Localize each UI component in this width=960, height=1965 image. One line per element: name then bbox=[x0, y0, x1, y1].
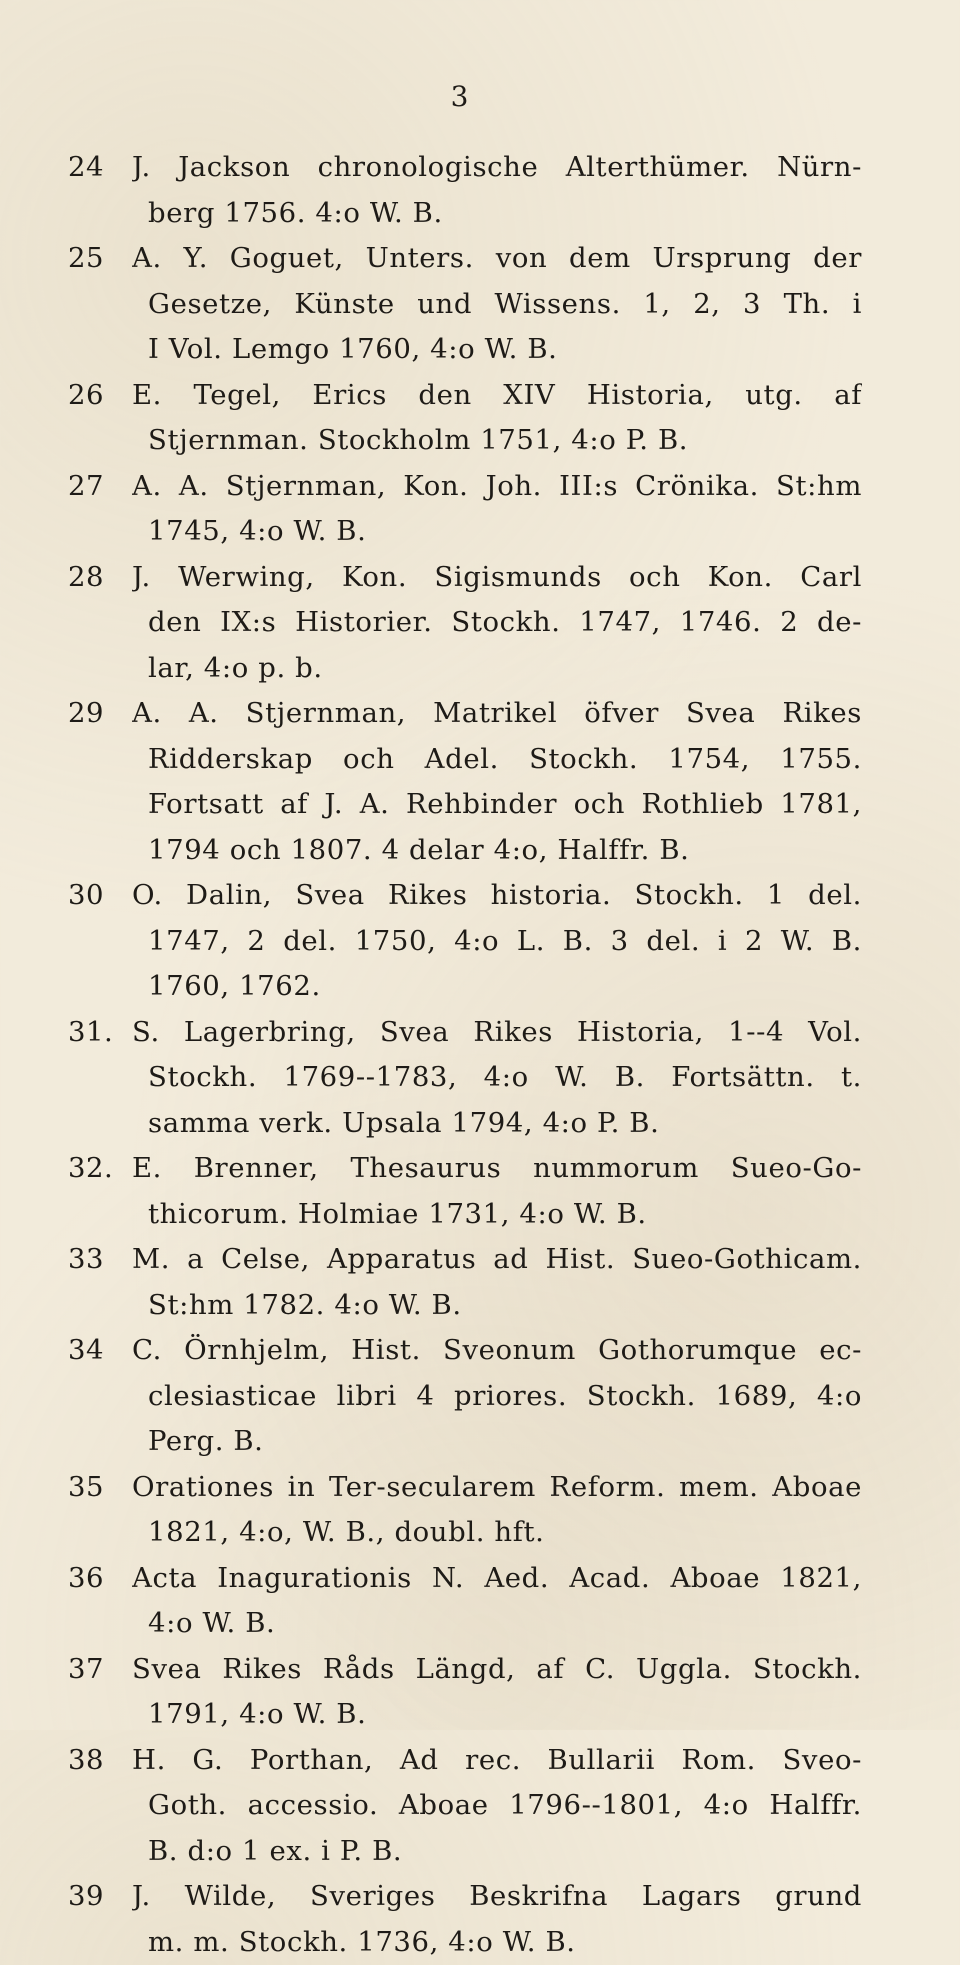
entry-text-line: E. Tegel, Erics den XIV Historia, utg. af bbox=[132, 373, 862, 419]
catalog-entry bbox=[0, 555, 960, 692]
entry-text-line: C. Örnhjelm, Hist. Sveonum Gothorumque ec- bbox=[132, 1328, 862, 1374]
catalog-entry bbox=[0, 373, 960, 464]
catalog-entry bbox=[0, 1738, 960, 1875]
entry-number: 24 bbox=[68, 145, 104, 191]
entry-text-line: berg 1756. 4:o W. B. bbox=[148, 191, 862, 237]
catalog-entry bbox=[0, 691, 960, 873]
entry-text-line: Svea Rikes Råds Längd, af C. Uggla. Stockh. bbox=[132, 1647, 862, 1693]
entry-text-line: 1745, 4:o W. B. bbox=[148, 509, 862, 555]
entry-text-line: 1760, 1762. bbox=[148, 964, 862, 1010]
catalog-list bbox=[0, 145, 960, 1965]
entry-text-line: H. G. Porthan, Ad rec. Bullarii Rom. Sveo- bbox=[132, 1738, 862, 1784]
catalog-entry bbox=[0, 1556, 960, 1647]
catalog-entry bbox=[0, 464, 960, 555]
catalog-entry bbox=[0, 145, 960, 236]
entry-text-line: J. Wilde, Sveriges Beskrifna Lagars grund bbox=[132, 1874, 862, 1920]
entry-number: 32. bbox=[68, 1146, 113, 1192]
entry-text-line: St:hm 1782. 4:o W. B. bbox=[148, 1283, 862, 1329]
catalog-entry bbox=[0, 236, 960, 373]
entry-number: 30 bbox=[68, 873, 104, 919]
entry-text-line: A. A. Stjernman, Kon. Joh. III:s Crönika. St:hm bbox=[132, 464, 862, 510]
page-number: 3 bbox=[445, 80, 475, 113]
entry-number: 35 bbox=[68, 1465, 104, 1511]
entry-text-line: Stockh. 1769--1783, 4:o W. B. Fortsättn. t. bbox=[148, 1055, 862, 1101]
entry-number: 38 bbox=[68, 1738, 104, 1784]
entry-text-line: J. Werwing, Kon. Sigismunds och Kon. Carl bbox=[132, 555, 862, 601]
entry-text-line: thicorum. Holmiae 1731, 4:o W. B. bbox=[148, 1192, 862, 1238]
entry-text-line: O. Dalin, Svea Rikes historia. Stockh. 1 del. bbox=[132, 873, 862, 919]
entry-text-line: 1791, 4:o W. B. bbox=[148, 1692, 862, 1738]
entry-text-line: E. Brenner, Thesaurus nummorum Sueo-Go- bbox=[132, 1146, 862, 1192]
catalog-entry bbox=[0, 1010, 960, 1147]
entry-text-line: 1747, 2 del. 1750, 4:o L. B. 3 del. i 2 W. B. bbox=[148, 919, 862, 965]
entry-number: 39 bbox=[68, 1874, 104, 1920]
entry-text-line: Ridderskap och Adel. Stockh. 1754, 1755. bbox=[148, 737, 862, 783]
catalog-entry bbox=[0, 1328, 960, 1465]
entry-text-line: 4:o W. B. bbox=[148, 1601, 862, 1647]
entry-text-line: Orationes in Ter-secularem Reform. mem. Aboae bbox=[132, 1465, 862, 1511]
entry-text-line: clesiasticae libri 4 priores. Stockh. 1689, 4:o bbox=[148, 1374, 862, 1420]
entry-text-line: Fortsatt af J. A. Rehbinder och Rothlieb 1781, bbox=[148, 782, 862, 828]
catalog-entry bbox=[0, 1874, 960, 1965]
entry-text-line: A. Y. Goguet, Unters. von dem Ursprung der bbox=[132, 236, 862, 282]
entry-number: 28 bbox=[68, 555, 104, 601]
entry-number: 25 bbox=[68, 236, 104, 282]
entry-text-line: m. m. Stockh. 1736, 4:o W. B. bbox=[148, 1920, 862, 1965]
entry-text-line: A. A. Stjernman, Matrikel öfver Svea Rikes bbox=[132, 691, 862, 737]
catalog-entry bbox=[0, 1237, 960, 1328]
entry-text-line: Stjernman. Stockholm 1751, 4:o P. B. bbox=[148, 418, 862, 464]
catalog-entry bbox=[0, 873, 960, 1010]
entry-number: 26 bbox=[68, 373, 104, 419]
entry-number: 27 bbox=[68, 464, 104, 510]
entry-number: 37 bbox=[68, 1647, 104, 1693]
entry-number: 34 bbox=[68, 1328, 104, 1374]
entry-text-line: samma verk. Upsala 1794, 4:o P. B. bbox=[148, 1101, 862, 1147]
entry-text-line: 1821, 4:o, W. B., doubl. hft. bbox=[148, 1510, 862, 1556]
catalog-entry bbox=[0, 1465, 960, 1556]
entry-text-line: Goth. accessio. Aboae 1796--1801, 4:o Halffr. bbox=[148, 1783, 862, 1829]
entry-text-line: 1794 och 1807. 4 delar 4:o, Halffr. B. bbox=[148, 828, 862, 874]
entry-text-line: I Vol. Lemgo 1760, 4:o W. B. bbox=[148, 327, 862, 373]
entry-text-line: J. Jackson chronologische Alterthümer. Nürn- bbox=[132, 145, 862, 191]
entry-number: 31. bbox=[68, 1010, 113, 1056]
entry-text-line: M. a Celse, Apparatus ad Hist. Sueo-Gothicam. bbox=[132, 1237, 862, 1283]
entry-text-line: lar, 4:o p. b. bbox=[148, 646, 862, 692]
entry-text-line: B. d:o 1 ex. i P. B. bbox=[148, 1829, 862, 1875]
entry-text-line: den IX:s Historier. Stockh. 1747, 1746. 2 de- bbox=[148, 600, 862, 646]
entry-number: 36 bbox=[68, 1556, 104, 1602]
entry-number: 33 bbox=[68, 1237, 104, 1283]
entry-text-line: Acta Inagurationis N. Aed. Acad. Aboae 1821, bbox=[132, 1556, 862, 1602]
entry-text-line: S. Lagerbring, Svea Rikes Historia, 1--4 Vol. bbox=[132, 1010, 862, 1056]
entry-text-line: Perg. B. bbox=[148, 1419, 862, 1465]
entry-text-line: Gesetze, Künste und Wissens. 1, 2, 3 Th. i bbox=[148, 282, 862, 328]
catalog-entry bbox=[0, 1146, 960, 1237]
catalog-entry bbox=[0, 1647, 960, 1738]
entry-number: 29 bbox=[68, 691, 104, 737]
